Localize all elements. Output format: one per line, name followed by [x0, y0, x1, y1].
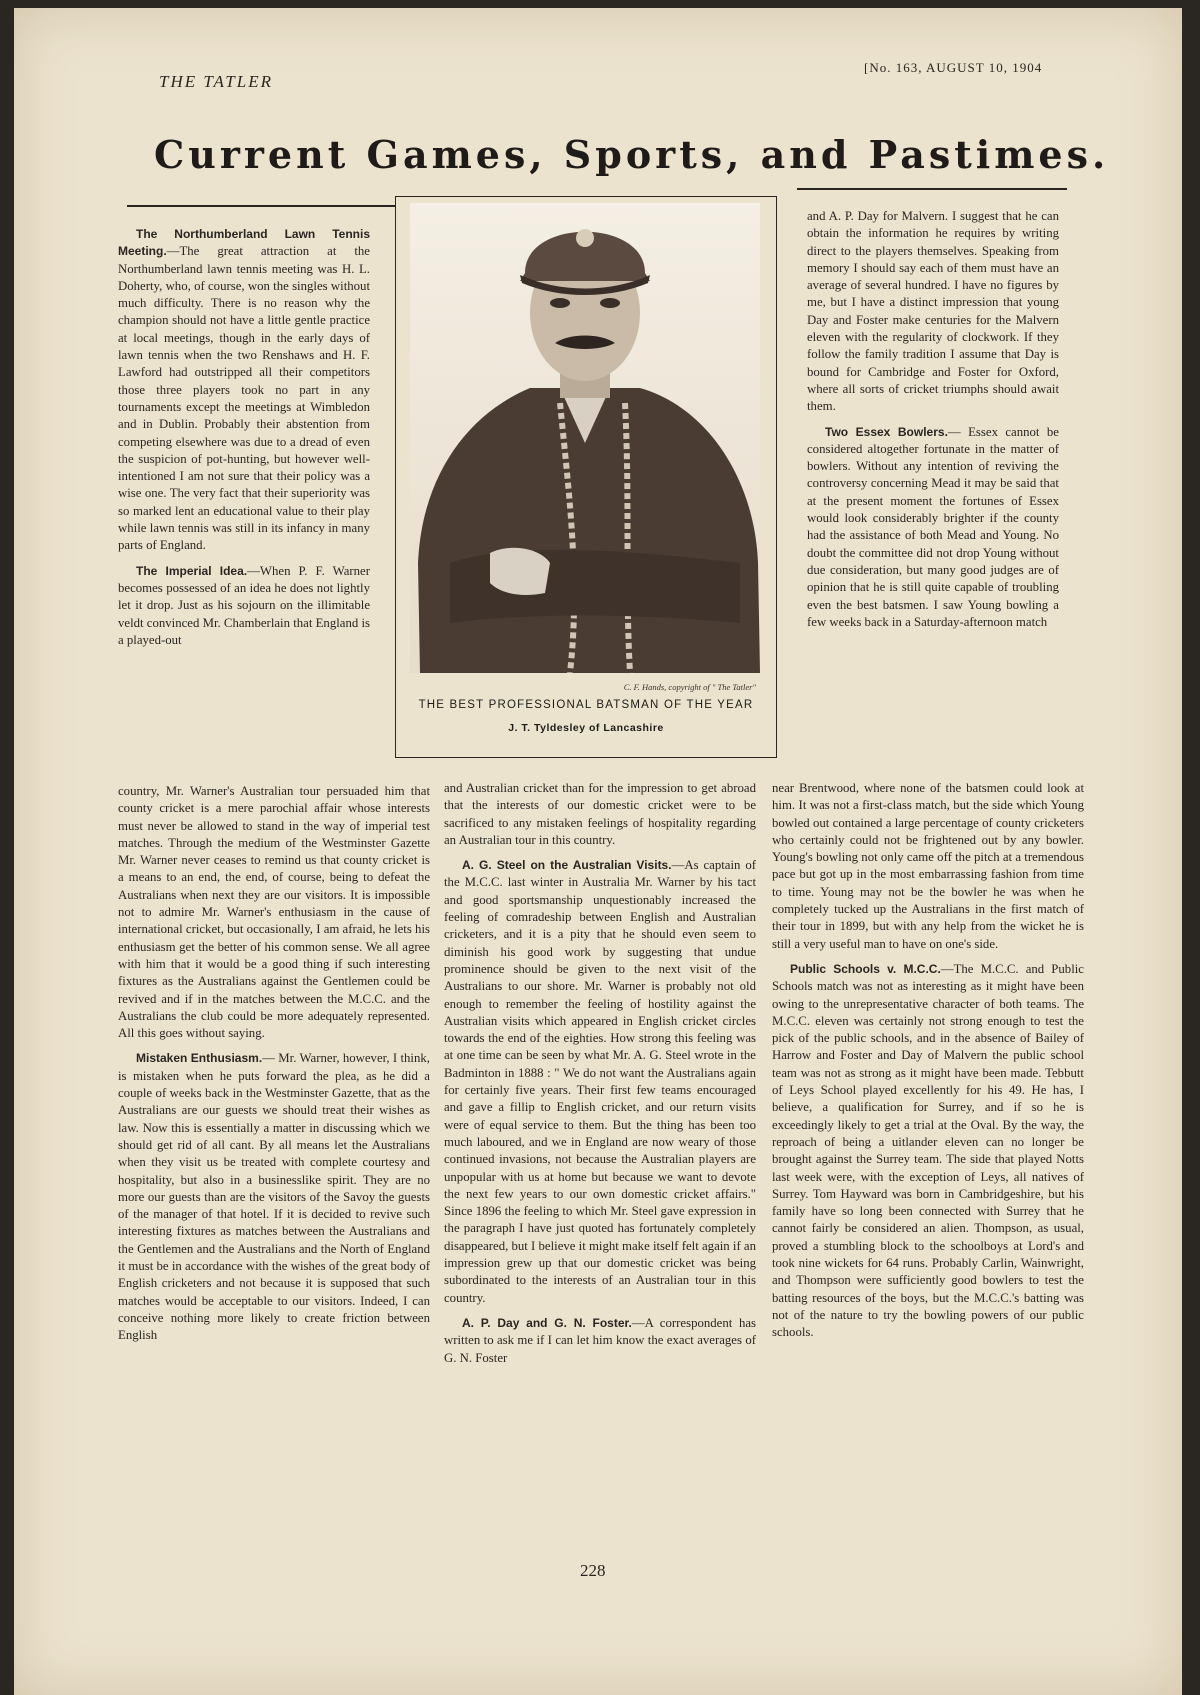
photo-caption-title: THE BEST PROFESSIONAL BATSMAN OF THE YEAR	[418, 699, 754, 711]
article-body: — Mr. Warner, however, I think, is mistaken when he puts forward the plea, as he did a couple of weeks back in the Westminster Gazette, that as the Australians are our guests we should treat their wishes as law. Now this is essentially a matter in discussing which we should get rid of all cant. By all means let the Australians when they visit us be treated with complete courtesy and hospitality, but also in a businesslike spirit. They are no more our guests than are the visitors of the Savoy the guests of the manager of that hotel. If it is decided to revive such interesting fixtures as matches between the Australians and the Gentlemen and the Australians and the North of England it must be in accordance with the wishes of the great body of English cricketers and not because it is supposed that such matches would be acceptable to our visitors. Indeed, I can conceive nothing more likely to create friction between English	[118, 1051, 430, 1343]
article-essex-bowlers-continued	[772, 780, 1084, 953]
article-heading: Mistaken Enthusiasm.	[136, 1051, 263, 1066]
article-body: —The M.C.C. and Public Schools match was not as interesting as it might have been owing to the unrepresentative character of both teams. The M.C.C. eleven was certainly not strong enough to test the pick of the public schools, and in the absence of Bailey of Harrow and Foster and Day of Malvern the public school team was not as strong as it might have been made. Tebbutt of Leys School played excellently for his 49. He has, I believe, a qualification for Surrey, and if so he is exceedingly likely to get a trial at the Oval. By the way, the reproach of being a uitlander eleven can no longer be brought against the Surrey team. The side that played Notts last week were, with the exception of Leys, all natives of Surrey. Tom Hayward was born in Cambridgeshire, but his family have so long been connected with Surrey that he cannot fairly be considered an alien. Thompson, as usual, proved a stumbling block to the schoolboys at Lord's and took nine wickets for 64 runs. Probably Carlin, Wainwright, and Thompson were sufficiently good bowlers to test the batting resources of the boys, but the M.C.C.'s batting was not of the nature to try the bowling powers of our public schools.	[772, 961, 1084, 1340]
article-imperial-idea-continued	[118, 783, 430, 1042]
article-body: and A. P. Day for Malvern. I suggest that he can obtain the information he requires by writing direct to the players themselves. Speaking from memory I should say each of them must have an average of several hundred. I have no figures by me, but I have a distinct impression that young Day and Foster make centuries for the Malvern eleven with the regularity of clockwork. If they follow the family tradition I assume that Day is bound for Cambridge and Foster for Oxford, where all sorts of cricket triumphs should await them.	[807, 209, 1059, 414]
article-heading: The Imperial Idea.	[136, 563, 248, 578]
article-body: and Australian cricket than for the impression to get abroad that the interests of our domestic cricket were to be sacrificed to any mistaken feelings of hospitality regarding an Australian tour in this country.	[444, 781, 756, 847]
article-body: near Brentwood, where none of the batsmen could look at him. It was not a first-class match, but the side which Young bowled out contained a large percentage of county cricketers who certainly could not be frightened out by any bowler. Young's bowling not only came off the pitch at a tremendous pace but got up in the most embarrassing fashion from time to time. Young may not be the bowler he was when he completely tucked up the Australians in the first match of their tour in 1899, but with any help from the wicket he is still a very useful man to have on one's side.	[772, 781, 1084, 951]
article-day-foster-continued	[807, 208, 1059, 416]
article-heading: A. P. Day and G. N. Foster.	[462, 1315, 632, 1330]
article-imperial-idea	[118, 563, 370, 649]
article-heading: A. G. Steel on the Australian Visits.	[462, 858, 672, 873]
photo-credit: C. F. Hands, copyright of " The Tatler"	[623, 682, 756, 692]
article-steel-australian-visits	[444, 857, 756, 1307]
article-lawn-tennis	[118, 226, 370, 555]
article-heading: The Northumberland Lawn Tennis Meeting.	[118, 227, 370, 259]
running-title: THE TATLER	[159, 72, 273, 91]
article-body: —A correspondent has written to ask me if I can let him know the exact averages of G. N. Foster	[444, 1315, 756, 1365]
page-number: 228	[580, 1561, 606, 1580]
article-body: country, Mr. Warner's Australian tour persuaded him that county cricket is a mere parochial affair whose interests must never be allowed to stand in the way of imperial test matches. Through the medium of the Westminster Gazette Mr. Warner never ceases to remind us that county cricket is a means to an end, the end, of course, being to defeat the Australians when next they are our visitors. It is impossible not to admire Mr. Warner's enthusiasm in the cause of international cricket, but occasionally, I am afraid, he lets his enthusiasm get the better of his common sense. We all agree with him that it would be a good thing if such interesting fixtures as the Australians against the Gentlemen could be revived and if in the matches between the M.C.C. and the Australians the club could be more adequately represented. All this goes without saying.	[118, 784, 430, 1041]
article-body: —As captain of the M.C.C. last winter in Australia Mr. Warner by his tact and good sportsmanship unquestionably increased the feeling of comradeship between English and Australian cricketers, and it is a pity that he should even seem to diminish his good work by suggesting that undue prominence should be given to the next visit of the Australians to our shore. Mr. Warner is probably not old enough to remember the feeling of hostility against the Australian visits which appeared in English cricket circles towards the end of the eighties. How strong this feeling was at one time can be seen by what Mr. A. G. Steel wrote in the Badminton in 1888 : " We do not want the Australians again for certainly five years. Their first few teams encouraged and gave a fillip to English cricket, and our return visits were of equal service to them. But the thing has been too much laboured, and we in England are now weary of those continued invasions, not because the Australian players are unpopular with us at home but because we want to devote the next few years to our own domestic cricket affairs." Since 1896 the feeling to which Mr. Steel gave expression in the paragraph I have just quoted has fortunately completely disappeared, but I believe it might make itself felt again if an impression grew up that our domestic cricket was being subordinated to the interests of an Australian tour in this country.	[444, 858, 756, 1305]
article-body: — Essex cannot be considered altogether fortunate in the matter of bowlers. Without any intention of reviving the controversy concerning Mead it may be said that at the present moment the fortunes of Essex would look considerably brighter if the county had the assistance of both Mead and Young. No doubt the committee did not drop Young without due consideration, but many good judges are of opinion that he is still quite capable of troubling even the best batsmen. I saw Young bowling a few weeks back in a Saturday-afternoon match	[807, 424, 1059, 629]
article-mistaken-enthusiasm-continued	[444, 780, 756, 849]
article-day-foster	[444, 1315, 756, 1367]
portrait-photo	[410, 203, 760, 673]
article-essex-bowlers	[807, 424, 1059, 632]
column-left-bottom	[118, 783, 430, 1353]
magazine-page	[14, 8, 1182, 1695]
article-heading: Public Schools v. M.C.C.	[790, 961, 941, 976]
article-mistaken-enthusiasm	[118, 1050, 430, 1344]
column-rule-left	[127, 205, 395, 207]
column-rule-right	[797, 188, 1067, 190]
article-public-schools	[772, 961, 1084, 1342]
page-headline: Current Games, Sports, and Pastimes.	[154, 132, 1110, 177]
column-right-top	[807, 208, 1059, 639]
photo-caption-subtitle: J. T. Tyldesley of Lancashire	[508, 722, 664, 734]
column-right-bottom	[772, 780, 1084, 1350]
article-body: —When P. F. Warner becomes possessed of an idea he does not lightly let it drop. Just as his sojourn on the illimitable veldt convinced Mr. Chamberlain that England is a played-out	[118, 563, 370, 647]
column-middle-bottom	[444, 780, 756, 1375]
photo-frame	[395, 196, 777, 758]
issue-info: [No. 163, AUGUST 10, 1904	[864, 60, 1043, 75]
article-heading: Two Essex Bowlers.	[825, 424, 948, 439]
article-body: —The great attraction at the Northumberland lawn tennis meeting was H. L. Doherty, who, of course, won the singles without much difficulty. There is no reason why the champion should not have a little gentle practice at local meetings, though in the early days of lawn tennis when the two Renshaws and H. F. Lawford had outstripped all their competitors those three players took no part in any tournaments except the meetings at Wimbledon and in Dublin. Probably their abstention from competing elsewhere was due to a dread of even the suspicion of pot-hunting, but however well-intentioned I am not sure that their policy was a wise one. The very fact that their superiority was so marked lent an educational value to their play while lawn tennis was still in its infancy in many parts of England.	[118, 244, 370, 553]
column-left-top	[118, 226, 370, 657]
